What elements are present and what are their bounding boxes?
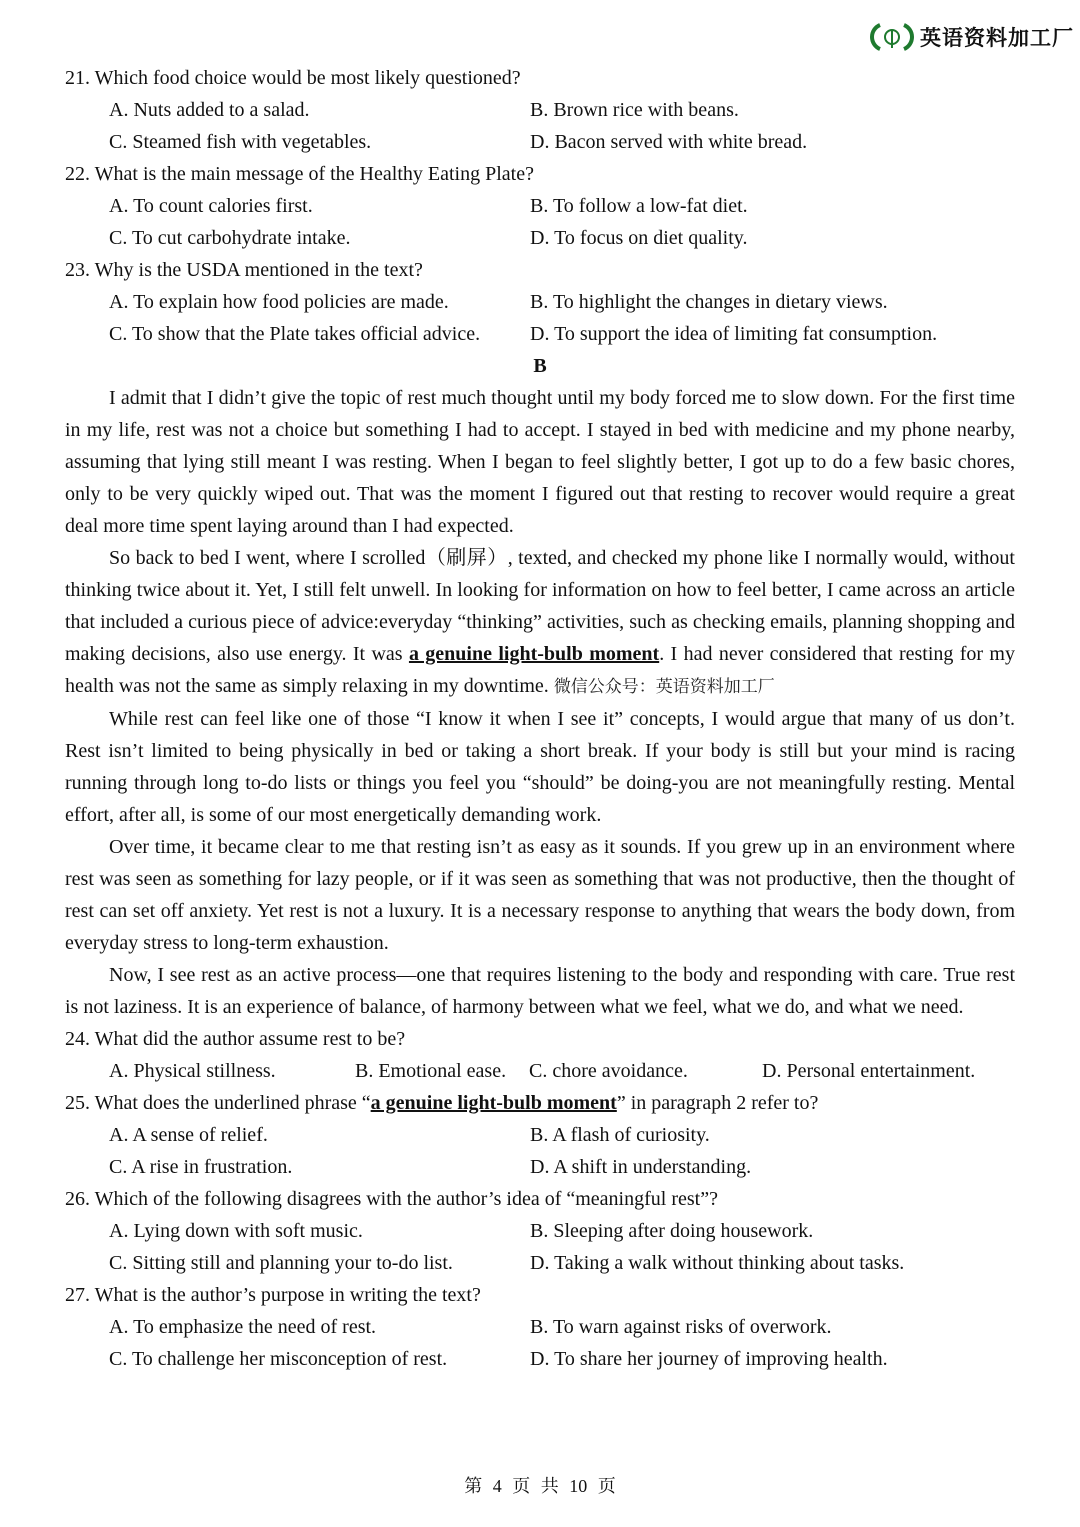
paragraph-2-text-b: . I had never considered that resting for my health was not the same as simply relaxing in my downtime.: [65, 643, 1015, 697]
paragraph-5: Now, I see rest as an active process—one that requires listening to the body and responding with care. True rest is not laziness. It is an experience of balance, of harmony between what we feel, what we do, and what we need.: [65, 964, 1015, 1018]
paragraph-2: [65, 542, 1015, 703]
option-d: D. A shift in understanding.: [530, 1156, 752, 1178]
question-26: [65, 1183, 1015, 1279]
option-d: D. To focus on diet quality.: [530, 227, 748, 249]
question-text: 22. What is the main message of the Healthy Eating Plate?: [65, 163, 534, 185]
question-21: [65, 62, 1015, 158]
option-d: D. To share her journey of improving health.: [530, 1348, 888, 1370]
option-a: A. To explain how food policies are made.: [109, 291, 449, 313]
option-c: C. To cut carbohydrate intake.: [109, 227, 351, 249]
page-number: 第 4 页 共 10 页: [464, 1476, 616, 1496]
option-c: C. A rise in frustration.: [109, 1156, 293, 1178]
option-c: C. To challenge her misconception of rest.: [109, 1348, 448, 1370]
option-b: B. A flash of curiosity.: [530, 1124, 710, 1146]
question-text: 26. Which of the following disagrees with the author’s idea of “meaningful rest”?: [65, 1188, 718, 1210]
option-d: D. Bacon served with white bread.: [530, 131, 808, 153]
question-text: 21. Which food choice would be most likely questioned?: [65, 67, 521, 89]
question-text-post: ” in paragraph 2 refer to?: [616, 1092, 819, 1114]
question-text-pre: 25. What does the underlined phrase “: [65, 1092, 371, 1114]
paragraph-4: Over time, it became clear to me that resting isn’t as easy as it sounds. If you grew up in an environment where rest was seen as something for lazy people, or if it was seen as something that was not productive, then the thought of rest can set off anxiety. Yet rest is not a luxury. It is a necessary response to anything that wears the body down, from everyday stress to long-term exhaustion.: [65, 836, 1015, 954]
question-24: [65, 1023, 1015, 1087]
watermark-text: 微信公众号：英语资料加工厂: [553, 677, 775, 697]
logo-text: 英语资料加工厂: [920, 26, 1074, 50]
option-a: A. Nuts added to a salad.: [109, 99, 310, 121]
document-body: [65, 62, 1015, 1375]
option-b: B. To follow a low-fat diet.: [530, 195, 748, 217]
logo: [870, 22, 1074, 52]
question-text: [65, 1087, 1015, 1119]
underlined-phrase: a genuine light-bulb moment: [408, 643, 660, 665]
question-25: [65, 1087, 1015, 1183]
question-text: 27. What is the author’s purpose in writing the text?: [65, 1284, 481, 1306]
option-d: D. Personal entertainment.: [762, 1060, 976, 1082]
question-text: 24. What did the author assume rest to be?: [65, 1028, 406, 1050]
option-b: B. Sleeping after doing housework.: [530, 1220, 814, 1242]
option-c: C. Sitting still and planning your to-do list.: [109, 1252, 453, 1274]
option-b: B. To highlight the changes in dietary views.: [530, 291, 888, 313]
option-a: A. Lying down with soft music.: [109, 1220, 363, 1242]
paragraph-1: I admit that I didn’t give the topic of rest much thought until my body forced me to slow down. For the first time in my life, rest was not a choice but something I had to accept. I stayed in bed with medicine and my phone nearby, assuming that lying still meant I was resting. When I began to feel slightly better, I got up to do a few basic chores, only to be very quickly wiped out. That was the moment I figured out that resting to recover would require a great deal more time spent laying around than I had expected.: [65, 387, 1015, 537]
option-a: A. To count calories first.: [109, 195, 313, 217]
option-a: A. To emphasize the need of rest.: [109, 1316, 377, 1338]
question-22: [65, 158, 1015, 254]
option-d: D. Taking a walk without thinking about tasks.: [530, 1252, 905, 1274]
paragraph-2-text-a: So back to bed I went, where I scrolled（刷屏）, texted, and checked my phone like I normally would, without thinking twice about it. Yet, I still felt unwell. In looking for information on how to feel better, I came across an article that included a curious piece of advice:everyday “thinking” activities, such as checking emails, planning shopping and making decisions, also use energy. It was: [65, 547, 1015, 665]
option-c: C. To show that the Plate takes official advice.: [109, 323, 481, 345]
option-b: B. To warn against risks of overwork.: [530, 1316, 832, 1338]
option-c: C. Steamed fish with vegetables.: [109, 131, 372, 153]
option-a: A. A sense of relief.: [109, 1124, 268, 1146]
question-23: [65, 254, 1015, 350]
logo-emblem-icon: [870, 22, 914, 52]
option-b: B. Emotional ease.: [355, 1060, 507, 1082]
option-c: C. chore avoidance.: [529, 1060, 688, 1082]
question-text: 23. Why is the USDA mentioned in the text?: [65, 259, 423, 281]
option-a: A. Physical stillness.: [109, 1060, 276, 1082]
option-d: D. To support the idea of limiting fat consumption.: [530, 323, 938, 345]
section-title: B: [533, 355, 547, 377]
paragraph-3: While rest can feel like one of those “I know it when I see it” concepts, I would argue that many of us don’t. Rest isn’t limited to being physically in bed or taking a short break. If your body is still but your mind is racing running through long to-do lists or things you feel you “should” be doing-you are not meaningfully resting. Mental effort, after all, is some of our most energetically demanding work.: [65, 708, 1015, 826]
option-b: B. Brown rice with beans.: [530, 99, 739, 121]
underlined-phrase-ref: a genuine light-bulb moment: [370, 1092, 617, 1114]
question-27: [65, 1279, 1015, 1375]
